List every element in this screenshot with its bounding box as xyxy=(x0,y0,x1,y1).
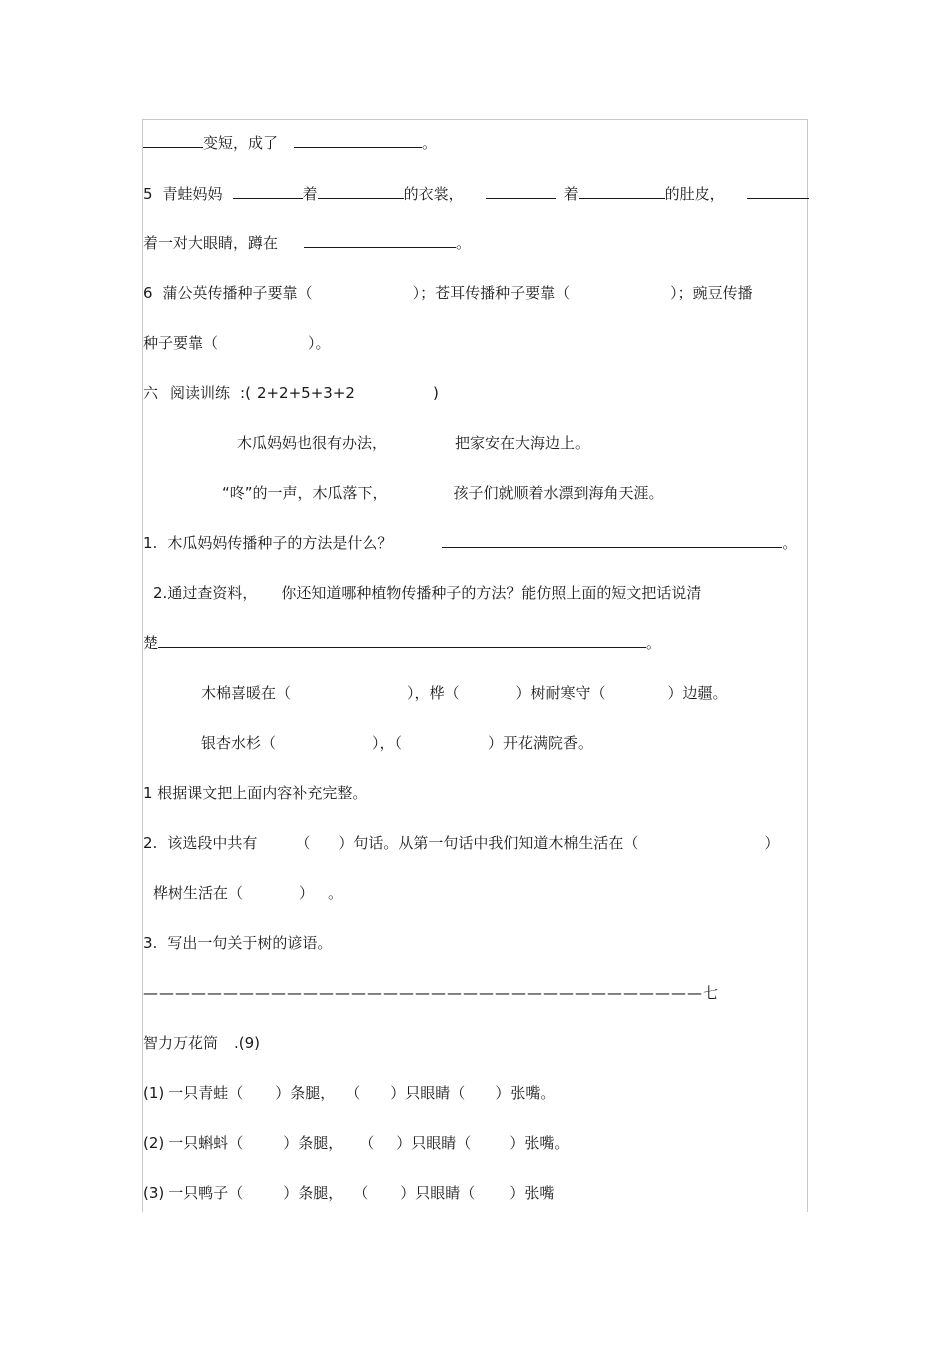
question-6: 6 蒲公英传播种子要靠（ ）；苍耳传播种子要靠（ ）；豌豆传播 xyxy=(143,284,753,302)
blank[interactable] xyxy=(486,184,556,199)
sub-q1: 1 根据课文把上面内容补充完整。 xyxy=(143,784,368,802)
question-5: 5 青蛙妈妈 着 的衣裳， 着 的肚皮， xyxy=(143,184,809,204)
reading-q1: 1. 木瓜妈妈传播种子的方法是什么？ 。 xyxy=(143,534,798,552)
puzzle-2: (2) 一只蝌蚪（ ）条腿， （ ）只眼睛（ ）张嘴。 xyxy=(143,1134,570,1152)
blank[interactable] xyxy=(304,233,456,248)
blank[interactable] xyxy=(294,133,422,148)
poem-line-2: “咚”的一声，木瓜落下， 孩子们就顺着水漂到海角天涯。 xyxy=(222,484,664,502)
section-7-heading: 智力万花筒 .(9) xyxy=(143,1034,261,1052)
blank[interactable] xyxy=(233,184,303,199)
answer-blank[interactable] xyxy=(442,533,782,548)
passage-line-2: 银杏水杉（ ），（ ）开花满院香。 xyxy=(201,734,594,752)
sub-q2-cont: 桦树生活在（ ） 。 xyxy=(153,884,344,902)
question-6-cont: 种子要靠（ ）。 xyxy=(143,334,331,352)
blank[interactable] xyxy=(747,184,809,199)
blank[interactable] xyxy=(318,184,404,199)
puzzle-1: (1) 一只青蛙（ ）条腿， （ ）只眼睛（ ）张嘴。 xyxy=(143,1084,556,1102)
line-1: 变短，成了 。 xyxy=(143,133,437,153)
question-5-cont: 着一对大眼睛，蹲在 。 xyxy=(143,234,472,252)
answer-blank[interactable] xyxy=(158,633,646,648)
passage-line-1: 木棉喜暖在（ ），桦（ ）树耐寒守（ ）边疆。 xyxy=(201,684,728,702)
puzzle-3: (3) 一只鸭子（ ）条腿， （ ）只眼睛（ ）张嘴 xyxy=(143,1184,555,1202)
dash-answer-line: ———————————————————————————————————七 xyxy=(143,984,720,1002)
poem-line-1: 木瓜妈妈也很有办法， 把家安在大海边上。 xyxy=(237,434,591,452)
blank[interactable] xyxy=(143,133,203,148)
blank[interactable] xyxy=(579,184,665,199)
reading-q2: 2.通过查资料， 你还知道哪种植物传播种子的方法？能仿照上面的短文把话说清 xyxy=(153,584,702,602)
reading-q2-cont: 楚 。 xyxy=(143,634,662,652)
sub-q2: 2. 该选段中共有 （ ）句话。从第一句话中我们知道木棉生活在（ ） xyxy=(143,834,780,852)
sub-q3: 3. 写出一句关于树的谚语。 xyxy=(143,934,333,952)
section-6-heading: 六 阅读训练 :( 2+2+5+3+2 ) xyxy=(143,384,439,402)
